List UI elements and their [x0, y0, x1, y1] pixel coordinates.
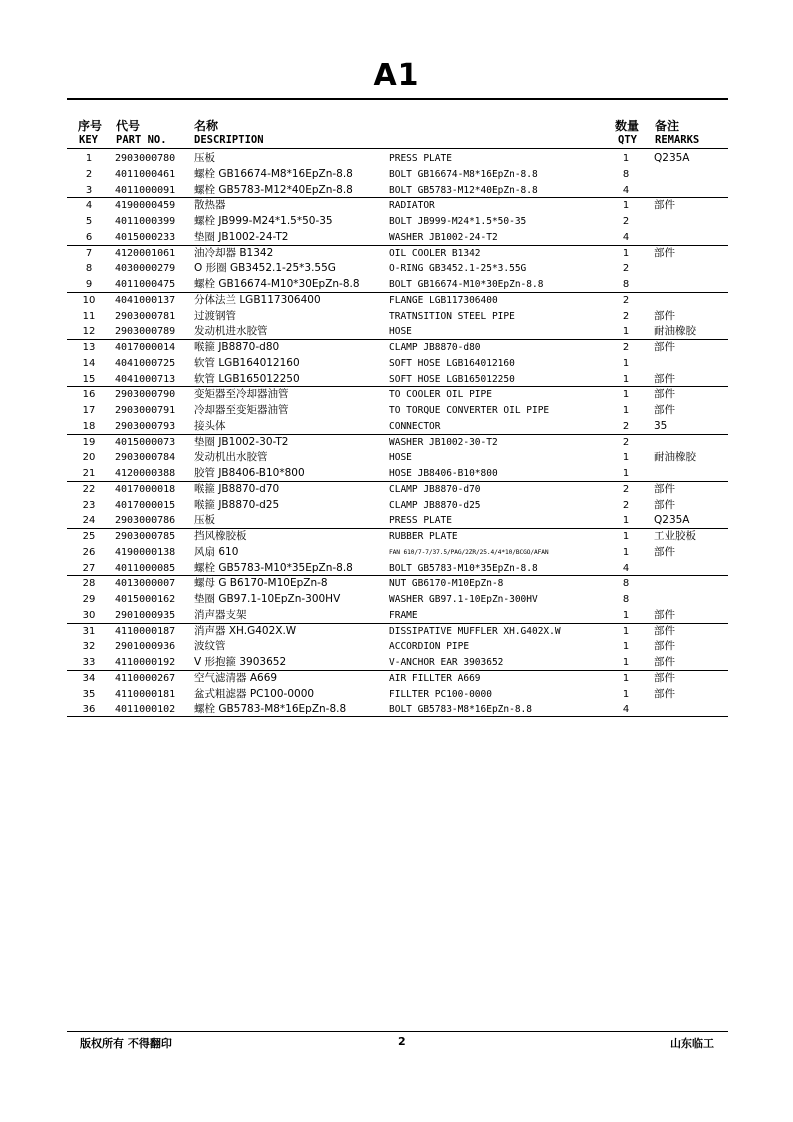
- row-description-cn: 垫圈 GB97.1-10EpZn-300HV: [194, 593, 341, 605]
- table-row: [67, 340, 728, 356]
- row-key: 32: [82, 641, 96, 653]
- row-qty: 4: [622, 704, 630, 716]
- row-qty: 8: [622, 594, 630, 605]
- row-description-cn: 波纹管: [194, 640, 226, 653]
- row-remarks: 部件: [654, 640, 675, 653]
- row-description-cn: 螺母 G B6170-M10EpZn-8: [194, 577, 328, 590]
- row-qty: 8: [622, 578, 630, 590]
- row-description-en: AIR FILLTER A669: [389, 672, 481, 684]
- row-qty: 1: [622, 326, 630, 338]
- row-qty: 1: [622, 389, 630, 401]
- row-part-no: 4011000399: [115, 216, 176, 227]
- row-part-no: 4015000073: [115, 436, 176, 448]
- row-part-no: 4190000459: [115, 200, 176, 212]
- row-qty: 4: [622, 184, 630, 196]
- row-part-no: 4110000181: [115, 688, 176, 700]
- row-qty: 1: [622, 657, 630, 668]
- row-description-en: CLAMP JB8870-d70: [389, 483, 481, 495]
- row-remarks: 部件: [654, 498, 675, 511]
- table-row: [67, 435, 728, 451]
- row-qty: 4: [622, 562, 630, 574]
- row-description-cn: 消声器支架: [194, 608, 247, 621]
- row-description-en: FAN 610/7-7/37.5/PAG/2ZR/25.4/4*10/BCGO/AFAN: [389, 548, 549, 556]
- row-key: 35: [82, 688, 96, 700]
- row-part-no: 4011000091: [115, 184, 176, 196]
- header-rem-en: REMARKS: [655, 134, 700, 146]
- row-description-en: BOLT GB16674-M8*16EpZn-8.8: [389, 168, 538, 180]
- row-description-en: CLAMP JB8870-d80: [389, 342, 481, 353]
- row-remarks: Q235A: [654, 514, 690, 527]
- row-description-en: BOLT GB16674-M10*30EpZn-8.8: [389, 279, 544, 290]
- row-description-en: HOSE: [389, 326, 412, 338]
- table-row: [67, 183, 728, 199]
- row-part-no: 4017000015: [115, 499, 176, 511]
- row-description-cn: 喉箍 JB8870-d25: [194, 498, 280, 511]
- table-row: [67, 687, 728, 703]
- row-part-no: 2903000784: [115, 452, 176, 464]
- row-qty: 1: [622, 247, 630, 259]
- row-remarks: 部件: [654, 608, 675, 621]
- row-description-en: DISSIPATIVE MUFFLER XH.G402X.W: [389, 625, 561, 637]
- row-description-cn: 螺栓 GB16674-M10*30EpZn-8.8: [194, 278, 360, 290]
- row-description-en: BOLT GB5783-M12*40EpZn-8.8: [389, 184, 538, 196]
- row-key: 19: [82, 436, 96, 448]
- row-qty: 1: [622, 546, 630, 558]
- row-key: 20: [82, 452, 96, 464]
- row-key: 9: [85, 279, 93, 290]
- row-part-no: 4011000102: [115, 704, 176, 716]
- row-key: 30: [82, 609, 96, 621]
- row-description-en: HOSE JB8406-B10*800: [389, 468, 498, 479]
- row-qty: 1: [622, 357, 630, 369]
- row-description-cn: 压板: [194, 514, 215, 527]
- row-remarks: 耐油橡胶: [654, 325, 696, 338]
- row-part-no: 2903000793: [115, 420, 176, 432]
- row-description-en: WASHER JB1002-30-T2: [389, 436, 498, 448]
- row-key: 29: [82, 594, 96, 605]
- row-part-no: 2903000780: [115, 153, 176, 164]
- row-qty: 2: [622, 294, 630, 306]
- table-row: [67, 624, 728, 640]
- table-row: [67, 655, 728, 671]
- table-row: [67, 261, 728, 277]
- row-description-cn: 软管 LGB164012160: [194, 356, 300, 369]
- row-key: 15: [82, 373, 96, 385]
- header-qty-cn: 数量: [615, 119, 640, 133]
- table-row: [67, 576, 728, 592]
- row-description-cn: 接头体: [194, 419, 226, 432]
- row-key: 33: [82, 657, 96, 668]
- row-description-en: CONNECTOR: [389, 420, 441, 432]
- parts-table: [67, 151, 728, 718]
- row-key: 11: [82, 310, 96, 322]
- row-key: 17: [82, 405, 96, 416]
- row-key: 3: [85, 184, 93, 196]
- row-part-no: 4110000187: [115, 625, 176, 637]
- row-remarks: 部件: [654, 624, 675, 637]
- row-key: 16: [82, 389, 96, 401]
- row-remarks: 部件: [654, 199, 675, 212]
- footer-rule: [67, 1031, 728, 1032]
- row-description-cn: 冷却器至变矩器油管: [194, 404, 289, 416]
- header-desc-en: DESCRIPTION: [194, 134, 264, 146]
- table-row: [67, 387, 728, 403]
- row-description-cn: 螺栓 JB999-M24*1.5*50-35: [194, 215, 333, 227]
- footer-company: 山东临工: [670, 1037, 714, 1050]
- row-description-en: TO COOLER OIL PIPE: [389, 389, 492, 401]
- footer-page-number: 2: [398, 1035, 406, 1048]
- row-part-no: 4015000233: [115, 231, 176, 243]
- row-part-no: 4011000461: [115, 168, 176, 180]
- row-key: 28: [82, 578, 96, 590]
- row-description-cn: 螺栓 GB5783-M10*35EpZn-8.8: [194, 561, 353, 574]
- row-description-en: FLANGE LGB117306400: [389, 294, 498, 306]
- row-description-cn: 垫圈 JB1002-24-T2: [194, 230, 289, 243]
- row-description-cn: V 形抱箍 3903652: [194, 656, 287, 668]
- table-row: [67, 324, 728, 340]
- top-rule: [67, 98, 728, 100]
- row-qty: 1: [622, 200, 630, 212]
- row-description-en: HOSE: [389, 452, 412, 464]
- table-row: [67, 498, 728, 514]
- row-part-no: 4110000267: [115, 672, 176, 684]
- row-qty: 1: [622, 609, 630, 621]
- row-part-no: 2903000786: [115, 515, 176, 527]
- row-qty: 1: [622, 468, 630, 479]
- row-part-no: 4017000014: [115, 342, 176, 353]
- table-row: [67, 639, 728, 655]
- row-remarks: 部件: [654, 545, 675, 558]
- row-part-no: 4110000192: [115, 657, 176, 668]
- table-row: [67, 372, 728, 388]
- row-key: 14: [82, 357, 96, 369]
- row-description-en: TO TORQUE CONVERTER OIL PIPE: [389, 405, 550, 416]
- row-key: 1: [85, 153, 93, 164]
- row-qty: 1: [622, 672, 630, 684]
- row-qty: 1: [622, 405, 630, 416]
- row-description-en: NUT GB6170-M10EpZn-8: [389, 578, 504, 590]
- row-description-cn: 风扇 610: [194, 545, 239, 558]
- row-description-en: SOFT HOSE LGB165012250: [389, 373, 515, 385]
- row-part-no: 4041000137: [115, 294, 176, 306]
- table-row: [67, 466, 728, 482]
- row-remarks: 工业胶板: [654, 530, 696, 542]
- row-description-cn: 螺栓 GB16674-M8*16EpZn-8.8: [194, 167, 353, 180]
- row-part-no: 4011000475: [115, 279, 176, 290]
- row-qty: 1: [622, 688, 630, 700]
- row-key: 10: [82, 294, 96, 306]
- row-qty: 1: [622, 153, 630, 164]
- header-key-en: KEY: [79, 134, 98, 146]
- row-part-no: 2901000935: [115, 609, 176, 621]
- row-part-no: 4120001061: [115, 247, 176, 259]
- row-key: 13: [82, 342, 96, 353]
- row-description-cn: 螺栓 GB5783-M8*16EpZn-8.8: [194, 703, 347, 716]
- row-remarks: Q235A: [654, 152, 690, 164]
- table-row: [67, 167, 728, 183]
- row-key: 7: [85, 247, 93, 259]
- row-remarks: 部件: [654, 656, 675, 668]
- footer-copyright: 版权所有 不得翻印: [80, 1037, 172, 1050]
- table-row: [67, 482, 728, 498]
- row-key: 26: [82, 546, 96, 558]
- row-key: 6: [85, 231, 93, 243]
- row-description-cn: 变矩器至冷却器油管: [194, 388, 289, 401]
- row-key: 2: [85, 168, 93, 180]
- row-part-no: 4120000388: [115, 468, 176, 479]
- row-part-no: 4011000085: [115, 562, 176, 574]
- row-qty: 2: [622, 436, 630, 448]
- row-part-no: 4041000713: [115, 373, 176, 385]
- row-description-cn: 发动机进水胶管: [194, 325, 268, 338]
- table-row: [67, 403, 728, 419]
- row-description-en: FRAME: [389, 609, 418, 621]
- row-key: 21: [82, 468, 96, 479]
- row-description-en: ACCORDION PIPE: [389, 641, 470, 653]
- row-description-cn: 油冷却器 B1342: [194, 246, 274, 259]
- row-part-no: 4013000007: [115, 578, 176, 590]
- row-part-no: 2903000791: [115, 405, 176, 416]
- row-key: 4: [85, 200, 93, 212]
- table-row: [67, 230, 728, 246]
- table-row: [67, 214, 728, 230]
- row-part-no: 4041000725: [115, 357, 176, 369]
- row-description-cn: 垫圈 JB1002-30-T2: [194, 435, 289, 448]
- page-title: A1: [373, 58, 420, 93]
- row-description-en: TRATNSITION STEEL PIPE: [389, 310, 515, 322]
- table-row: [67, 246, 728, 262]
- row-remarks: 部件: [654, 246, 675, 259]
- row-key: 36: [82, 704, 96, 716]
- row-key: 22: [82, 483, 96, 495]
- table-row: [67, 419, 728, 435]
- row-description-cn: 发动机出水胶管: [194, 451, 268, 464]
- row-description-en: WASHER JB1002-24-T2: [389, 231, 498, 243]
- row-description-en: SOFT HOSE LGB164012160: [389, 357, 515, 369]
- row-qty: 1: [622, 625, 630, 637]
- header-rem-cn: 备注: [655, 119, 680, 133]
- row-description-cn: 喉箍 JB8870-d70: [194, 482, 280, 495]
- header-rule: [67, 148, 728, 149]
- row-description-en: BOLT JB999-M24*1.5*50-35: [389, 216, 527, 227]
- header-key-cn: 序号: [78, 119, 103, 133]
- row-part-no: 4190000138: [115, 546, 176, 558]
- row-key: 31: [82, 625, 96, 637]
- row-description-cn: 压板: [194, 152, 215, 164]
- row-qty: 1: [622, 373, 630, 385]
- row-qty: 2: [622, 310, 630, 322]
- row-description-cn: 空气滤清器 A669: [194, 671, 278, 684]
- row-remarks: 部件: [654, 309, 675, 322]
- table-row: [67, 671, 728, 687]
- row-part-no: 4030000279: [115, 263, 176, 275]
- row-description-en: OIL COOLER B1342: [389, 247, 481, 259]
- row-description-en: RADIATOR: [389, 200, 435, 212]
- row-part-no: 4017000018: [115, 483, 176, 495]
- row-key: 25: [82, 531, 96, 542]
- row-description-cn: 分体法兰 LGB117306400: [194, 293, 321, 306]
- table-bottom-rule: [67, 716, 728, 717]
- row-qty: 2: [622, 420, 630, 432]
- row-part-no: 2903000785: [115, 531, 176, 542]
- row-qty: 8: [622, 168, 630, 180]
- row-qty: 2: [622, 216, 630, 227]
- row-description-en: FILLTER PC100-0000: [389, 688, 492, 700]
- row-key: 23: [82, 499, 96, 511]
- row-description-en: BOLT GB5783-M8*16EpZn-8.8: [389, 704, 532, 716]
- row-description-en: WASHER GB97.1-10EpZn-300HV: [389, 594, 538, 605]
- table-row: [67, 309, 728, 325]
- table-row: [67, 529, 728, 545]
- row-remarks: 部件: [654, 388, 675, 401]
- row-key: 12: [82, 326, 96, 338]
- row-description-cn: 挡风橡胶板: [194, 530, 247, 542]
- row-description-cn: 喉箍 JB8870-d80: [194, 341, 280, 353]
- row-remarks: 部件: [654, 372, 675, 385]
- row-part-no: 2901000936: [115, 641, 176, 653]
- row-qty: 1: [622, 452, 630, 464]
- row-qty: 2: [622, 263, 630, 275]
- row-qty: 2: [622, 342, 630, 353]
- row-qty: 1: [622, 515, 630, 527]
- row-description-cn: 消声器 XH.G402X.W: [194, 624, 297, 637]
- row-description-en: O-RING GB3452.1-25*3.55G: [389, 263, 527, 275]
- row-description-en: PRESS PLATE: [389, 515, 452, 527]
- table-row: [67, 151, 728, 167]
- row-key: 24: [82, 515, 96, 527]
- row-remarks: 部件: [654, 687, 675, 700]
- row-part-no: 2903000790: [115, 389, 176, 401]
- row-description-en: CLAMP JB8870-d25: [389, 499, 481, 511]
- table-row: [67, 513, 728, 529]
- row-description-en: BOLT GB5783-M10*35EpZn-8.8: [389, 562, 538, 574]
- row-description-cn: 散热器: [194, 199, 226, 212]
- row-key: 18: [82, 420, 96, 432]
- table-row: [67, 450, 728, 466]
- row-remarks: 部件: [654, 341, 675, 353]
- row-description-cn: 软管 LGB165012250: [194, 372, 300, 385]
- row-key: 8: [85, 263, 93, 275]
- row-remarks: 部件: [654, 671, 675, 684]
- row-description-cn: 过渡钢管: [194, 309, 236, 322]
- table-row: [67, 592, 728, 608]
- row-description-cn: 螺栓 GB5783-M12*40EpZn-8.8: [194, 183, 353, 196]
- row-description-cn: O 形圈 GB3452.1-25*3.55G: [194, 262, 336, 275]
- row-key: 27: [82, 562, 96, 574]
- row-remarks: 部件: [654, 404, 675, 416]
- table-row: [67, 608, 728, 624]
- header-part-cn: 代号: [116, 119, 141, 133]
- table-row: [67, 277, 728, 293]
- row-qty: 8: [622, 279, 630, 290]
- header-desc-cn: 名称: [194, 119, 219, 133]
- row-qty: 1: [622, 641, 630, 653]
- row-description-en: PRESS PLATE: [389, 153, 452, 164]
- row-description-cn: 盆式粗滤器 PC100-0000: [194, 687, 315, 700]
- row-qty: 4: [622, 231, 630, 243]
- row-part-no: 2903000781: [115, 310, 176, 322]
- header-part-en: PART NO.: [116, 134, 167, 146]
- row-key: 34: [82, 672, 96, 684]
- row-qty: 2: [622, 483, 630, 495]
- table-row: [67, 545, 728, 561]
- row-key: 5: [85, 216, 93, 227]
- table-row: [67, 561, 728, 577]
- row-remarks: 部件: [654, 482, 675, 495]
- row-remarks: 35: [654, 419, 668, 432]
- row-part-no: 4015000162: [115, 594, 176, 605]
- row-qty: 2: [622, 499, 630, 511]
- table-row: [67, 293, 728, 309]
- row-part-no: 2903000789: [115, 326, 176, 338]
- row-qty: 1: [622, 531, 630, 542]
- row-description-en: V-ANCHOR EAR 3903652: [389, 657, 504, 668]
- row-remarks: 耐油橡胶: [654, 451, 696, 464]
- table-row: [67, 356, 728, 372]
- row-description-en: RUBBER PLATE: [389, 531, 458, 542]
- header-qty-en: QTY: [618, 134, 637, 146]
- row-description-cn: 胶管 JB8406-B10*800: [194, 467, 305, 479]
- table-row: [67, 198, 728, 214]
